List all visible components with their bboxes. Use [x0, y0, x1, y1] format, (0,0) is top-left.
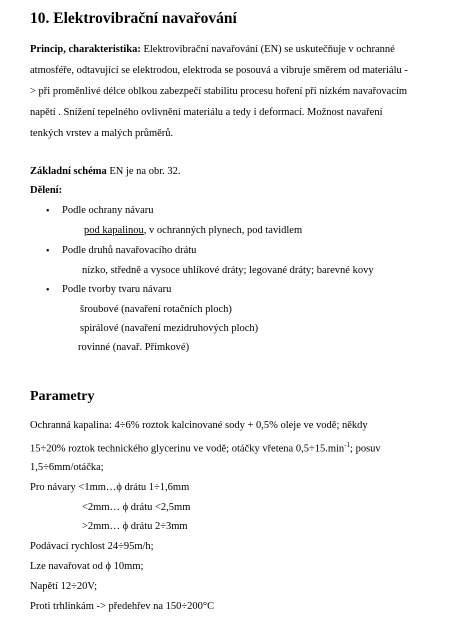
parameters-welds-line-1: Pro návary <1mm…ϕ drátu 1÷1,6mm	[30, 482, 190, 493]
parameters-liquid-text: 15÷20% roztok technického glycerinu ve vodě; otáčky vřetena 0,5÷15.min	[30, 443, 345, 455]
principle-line-4: napětí . Snížení tepelného ovlivnění materiálu a tedy i deformací. Možnost navaření	[30, 107, 383, 118]
parameters-feed-speed: Podávací rychlost 24÷95m/h;	[30, 541, 154, 552]
scheme-line	[30, 166, 181, 177]
division-group-title: Podle ochrany návaru	[62, 205, 154, 216]
parameters-welds-line-3: >2mm… ϕ drátu 2÷3mm	[82, 521, 188, 532]
parameters-weld-from: Lze navařovat od ϕ 10mm;	[30, 561, 144, 572]
principle-text-1: Elektrovibrační navařování (EN) se uskutečňuje v ochranné	[143, 44, 395, 55]
parameters-liquid-line-1: Ochranná kapalina: 4÷6% roztok kalcinované sody + 0,5% oleje ve vodě; někdy	[30, 420, 368, 431]
division-item: nízko, středně a vysoce uhlíkové dráty; legované dráty; barevné kovy	[82, 265, 374, 276]
parameters-liquid-sup: -1	[344, 441, 351, 449]
division-item-rest: , v ochranných plynech, pod tavidlem	[143, 225, 303, 236]
principle-line-3: > při proměnlivé délce oblkou zabezpečí stabilitu procesu hoření při nízkém navařovacím	[30, 86, 408, 97]
parameters-liquid-line-3: 1,5÷6mm/otáčka;	[30, 462, 104, 473]
division-item: spirálové (navaření mezidruhových ploch)	[80, 323, 259, 334]
parameters-title: Parametry	[30, 389, 95, 404]
division-item	[84, 225, 302, 236]
principle-line-5: tenkých vrstev a malých průměrů.	[30, 128, 174, 139]
section-title: 10. Elektrovibrační navařování	[30, 10, 237, 27]
parameters-welds-line-2: <2mm… ϕ drátu <2,5mm	[82, 502, 191, 513]
principle-line-2: atmosféře, odtavující se elektrodou, elektroda se posouvá a vibruje směrem od materiálu -	[30, 65, 408, 76]
division-group-title: Podle druhů navařovacího drátu	[62, 245, 197, 256]
principle-line-1	[30, 44, 395, 55]
principle-label: Princip, charakteristika:	[30, 44, 141, 55]
scheme-text: EN je na obr. 32.	[106, 166, 181, 177]
bullet-icon: •	[46, 246, 50, 257]
division-label: Dělení:	[30, 185, 63, 196]
division-group-title: Podle tvorby tvaru návaru	[62, 284, 172, 295]
parameters-cracks: Proti trhlinkám -> předehřev na 150÷200°C	[30, 601, 215, 612]
bullet-icon: •	[46, 285, 50, 296]
division-item: šroubové (navaření rotačních ploch)	[80, 304, 232, 315]
scheme-label: Základní schéma	[30, 166, 107, 177]
bullet-icon: •	[46, 206, 50, 217]
parameters-voltage: Napětí 12÷20V;	[30, 581, 98, 592]
division-item-underlined: pod kapalinou	[84, 225, 144, 236]
parameters-liquid-line-2	[30, 441, 381, 455]
division-item: rovinné (navař. Přímkové)	[78, 342, 190, 353]
parameters-liquid-text-end: ; posuv	[350, 443, 381, 455]
